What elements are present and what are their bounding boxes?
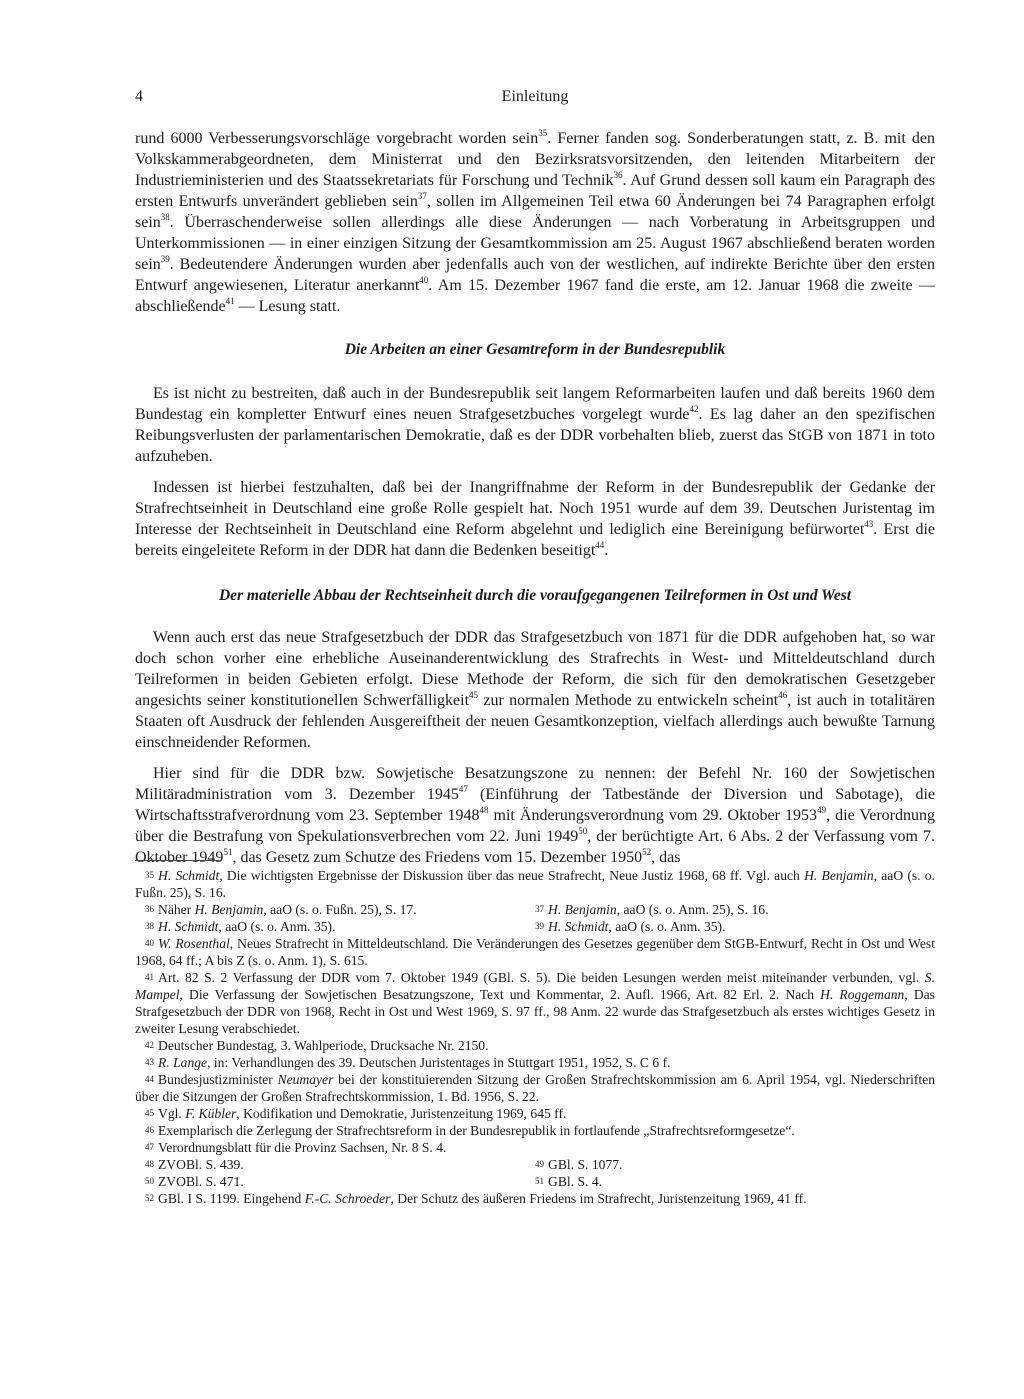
footnote-ref: 38	[160, 211, 170, 222]
author-name: W. Rosenthal	[158, 936, 230, 951]
footnote-46	[135, 1122, 935, 1139]
footnotes	[135, 867, 935, 1207]
footnote-43	[135, 1054, 935, 1071]
footnote-37	[535, 901, 935, 918]
footnote-number: 48	[145, 1159, 154, 1169]
footnote-number: 44	[145, 1074, 154, 1084]
footnote-ref: 41	[225, 295, 235, 306]
text-run: .	[604, 542, 609, 559]
text-run: , Die wichtigsten Ergebnisse der Diskussion über das neue Strafrecht, Neue Justiz 1968, 68 ff. Vgl. auch	[219, 868, 805, 883]
page-number: 4	[135, 88, 143, 105]
footnote-50	[135, 1173, 535, 1190]
text-run: — Lesung statt.	[234, 298, 341, 315]
text-run: , Der Schutz des äußeren Friedens im Strafrecht, Juristenzeitung 1969, 41 ff.	[390, 1191, 807, 1206]
footnote-number: 38	[145, 921, 154, 931]
footnote-ref: 48	[479, 804, 489, 815]
footnote-49	[535, 1156, 935, 1173]
text-run: Deutscher Bundestag, 3. Wahlperiode, Drucksache Nr. 2150.	[158, 1038, 489, 1053]
text-run: Vgl.	[158, 1106, 186, 1121]
text-run: . Erst die bereits eingeleitete Reform in der DDR hat dann die Bedenken beseitigt	[135, 521, 936, 559]
section-heading-1: Die Arbeiten an einer Gesamtreform in der Bundesrepublik	[344, 341, 726, 358]
text-run: , aaO (s. o. Anm. 25), S. 16.	[616, 902, 769, 917]
author-name: R. Lange	[158, 1055, 208, 1070]
footnote-ref: 44	[595, 539, 605, 550]
author-name: H. Benjamin	[548, 902, 617, 917]
text-run: (Einführung der Tatbestände der Diversion und Sabotage), die Wirtschaftsstrafverordnung vom 23. September 1948	[135, 786, 936, 824]
footnote-ref: 50	[578, 825, 588, 836]
footnote-41	[135, 969, 935, 1037]
text-run: . Ferner fanden sog. Sonderberatungen statt, z. B. mit den Volkskammerabgeordneten, dem Ministerrat und den Bezirksratsvorsitzenden, den leitenden Mitarbeitern der Industrieministerien und des Staatssekretariats für Forschung und Technik	[135, 130, 936, 189]
footnote-ref: 51	[223, 846, 233, 857]
footnote-number: 51	[535, 1176, 544, 1186]
text-run: . Es lag daher an den spezifischen Reibungsverlusten der parlamentarischen Demokratie, daß es der DDR vorbehalten blieb, zuerst das StGB von 1871 in toto aufzuheben.	[135, 406, 935, 465]
footnote-51	[535, 1173, 935, 1190]
paragraph-5	[135, 763, 935, 868]
text-run: Es ist nicht zu bestreiten, daß auch in der Bundesrepublik seit langem Reformarbeiten laufen und daß bereits 1960 dem Bundestag ein kompletter Entwurf eines neuen Strafgesetzbuches vorgelegt wurde	[135, 385, 935, 423]
text-run: , ist auch in totalitären Staaten oft Ausdruck der fehlenden Ausgereiftheit der neuen Gesamtkonzeption, vielfach allerdings auch bewußte Tarnung einschneidender Reformen.	[135, 692, 936, 751]
text-run: Art. 82 S. 2 Verfassung der DDR vom 7. Oktober 1949 (GBl. S. 5). Die beiden Lesungen werden meist miteinander verbunden, vgl.	[158, 970, 925, 985]
footnote-ref: 52	[642, 846, 652, 857]
text-run: ZVOBl. S. 471.	[158, 1174, 244, 1189]
footnote-row-38-39	[135, 918, 935, 935]
footnote-ref: 43	[864, 518, 874, 529]
footnote-number: 36	[145, 904, 154, 914]
footnote-ref: 46	[778, 689, 788, 700]
text-run: , das Gesetz zum Schutze des Friedens vom 15. Dezember 1950	[232, 849, 643, 866]
footnote-number: 46	[145, 1125, 154, 1135]
author-name: H. Schmidt	[548, 919, 609, 934]
text-run: . Bedeutendere Änderungen wurden aber jedenfalls auch von der westlichen, auf indirekte Berichte über den ersten Entwurf angewiesenen, Literatur anerkannt	[135, 256, 935, 294]
text-run: , der berüchtigte Art. 6 Abs. 2 der Verfassung vom 7. Oktober 1949	[135, 828, 936, 866]
footnote-40	[135, 935, 935, 969]
text-run: , aaO (s. o. Anm. 35).	[608, 919, 726, 934]
text-run: , das	[651, 849, 681, 866]
footnote-number: 52	[145, 1193, 154, 1203]
author-name: H. Roggemann	[820, 987, 905, 1002]
author-name: Neumayer	[277, 1072, 334, 1087]
footnote-number: 42	[145, 1040, 154, 1050]
text-run: rund 6000 Verbesserungsvorschläge vorgebracht worden sein	[135, 130, 539, 147]
footnote-ref: 45	[469, 689, 479, 700]
footnote-ref: 36	[613, 169, 623, 180]
text-run: , Kodifikation und Demokratie, Juristenzeitung 1969, 645 ff.	[236, 1106, 567, 1121]
text-run: . Am 15. Dezember 1967 fand die erste, am 12. Januar 1968 die zweite — abschließende	[135, 277, 935, 315]
footnote-47	[135, 1139, 935, 1156]
text-run: zur normalen Methode zu entwickeln scheint	[478, 692, 779, 709]
text-run: mit Änderungsverordnung vom 29. Oktober 1953	[488, 807, 818, 824]
text-run: , in: Verhandlungen des 39. Deutschen Juristentages in Stuttgart 1951, 1952, S. C 6 f.	[207, 1055, 671, 1070]
author-name: H. Schmidt	[158, 919, 219, 934]
footnote-number: 45	[145, 1108, 154, 1118]
text-run: GBl. I S. 1199. Eingehend	[158, 1191, 305, 1206]
text-run: , sollen im Allgemeinen Teil etwa 60 Änderungen bei 74 Paragraphen erfolgt sein	[135, 193, 935, 231]
footnote-row-36-37	[135, 901, 935, 918]
text-run: Näher	[158, 902, 195, 917]
footnote-ref: 35	[538, 127, 548, 138]
running-title: Einleitung	[501, 88, 569, 105]
text-run: , Die Verfassung der Sowjetischen Besatzungszone, Text und Kommentar, 2. Aufl. 1966, Art. 82 Erl. 2. Nach	[179, 987, 821, 1002]
text-run: , aaO (s. o. Fußn. 25), S. 16.	[135, 868, 935, 900]
paragraph-1	[135, 128, 935, 317]
author-name: F. Kübler	[185, 1106, 237, 1121]
text-run: GBl. S. 1077.	[548, 1157, 623, 1172]
text-run: , aaO (s. o. Fußn. 25), S. 17.	[263, 902, 417, 917]
footnote-45	[135, 1105, 935, 1122]
footnote-42	[135, 1037, 935, 1054]
text-run: , Das Strafgesetzbuch der DDR von 1968, Recht in Ost und West 1969, S. 97 ff., 98 Anm. 22 wurde das Strafgesetzbuch als erstes wichtiges Gesetz in zweiter Lesung verabschiedet.	[135, 987, 935, 1036]
text-run: , aaO (s. o. Anm. 35).	[218, 919, 336, 934]
author-name: F.-C. Schroeder	[304, 1191, 391, 1206]
paragraph-3	[135, 477, 935, 561]
page-header	[135, 88, 935, 112]
author-name: H. Benjamin	[804, 868, 874, 883]
text-run: bei der konstituierenden Sitzung der Großen Strafrechtskommission am 6. April 1954, vgl. Niederschriften über die Sitzungen der Großen Strafrechtskommission, 1. Bd. 1956, S. 22.	[135, 1072, 936, 1104]
footnote-ref: 42	[689, 403, 699, 414]
footnote-35	[135, 867, 935, 901]
footnote-48	[135, 1156, 535, 1173]
author-name: H. Benjamin	[194, 902, 264, 917]
footnote-divider	[135, 860, 221, 861]
section-heading-2: Der materielle Abbau der Rechtseinheit durch die voraufgegangenen Teilreformen in Ost und West	[218, 587, 852, 604]
footnote-number: 40	[145, 938, 154, 948]
footnote-number: 37	[535, 904, 544, 914]
footnote-number: 35	[145, 870, 154, 880]
footnote-44	[135, 1071, 935, 1105]
author-name: S. Mampel	[135, 970, 935, 1002]
text-run: Verordnungsblatt für die Provinz Sachsen, Nr. 8 S. 4.	[158, 1140, 447, 1155]
footnote-row-50-51	[135, 1173, 935, 1190]
text-run: Exemplarisch die Zerlegung der Strafrechtsreform in der Bundesrepublik in fortlaufende „Strafrechtsreformgesetze“.	[158, 1123, 795, 1138]
footnote-39	[535, 918, 935, 935]
text-run: ZVOBl. S. 439.	[158, 1157, 244, 1172]
footnote-ref: 49	[817, 804, 827, 815]
text-run: Indessen ist hierbei festzuhalten, daß bei der Inangriffnahme der Reform in der Bundesrepublik der Gedanke der Strafrechtseinheit in Deutschland eine große Rolle gespielt hat. Noch 1951 wurde auf dem 39. Deutschen Juristentag im Interesse der Rechtseinheit in Deutschland eine Reform abgelehnt und lediglich eine Bereinigung befürwortet	[135, 479, 935, 538]
footnote-number: 49	[535, 1159, 544, 1169]
text-run: . Auf Grund dessen soll kaum ein Paragraph des ersten Entwurfs unverändert geblieben sein	[135, 172, 936, 210]
footnote-38	[135, 918, 535, 935]
text-run: GBl. S. 4.	[548, 1174, 603, 1189]
main-text	[135, 128, 935, 868]
footnote-number: 43	[145, 1057, 154, 1067]
footnote-52	[135, 1190, 935, 1207]
footnote-ref: 47	[458, 783, 468, 794]
footnote-number: 50	[145, 1176, 154, 1186]
footnote-ref: 40	[419, 274, 429, 285]
text-run: Wenn auch erst das neue Strafgesetzbuch der DDR das Strafgesetzbuch von 1871 für die DDR aufgehoben hat, so war doch schon vorher eine erhebliche Auseinanderentwicklung des Strafrechts in West- und Mitteldeutschland durch Teilreformen in beiden Gebieten erfolgt. Diese Methode der Reform, die sich für den demokratischen Gesetzgeber angesichts seiner konstitutionellen Schwerfälligkeit	[135, 629, 935, 709]
text-run: , die Verordnung über die Bestrafung von Spekulationsverbrechen vom 22. Juni 1949	[135, 807, 935, 845]
footnote-ref: 37	[417, 190, 427, 201]
footnote-ref: 39	[160, 253, 170, 264]
footnote-number: 41	[145, 972, 154, 982]
author-name: H. Schmidt	[158, 868, 220, 883]
footnote-number: 39	[535, 921, 544, 931]
footnote-number: 47	[145, 1142, 154, 1152]
text-run: . Überraschenderweise sollen allerdings alle diese Änderungen — nach Vorberatung in Arbeitsgruppen und Unterkommissionen — in einer einzigen Sitzung der Gesamtkommission am 25. August 1967 abschließend beraten worden sein	[135, 214, 935, 273]
text-run: Hier sind für die DDR bzw. Sowjetische Besatzungszone zu nennen: der Befehl Nr. 160 der Sowjetischen Militäradministration vom 3. Dezember 1945	[135, 765, 935, 803]
paragraph-2	[135, 383, 935, 467]
footnote-row-48-49	[135, 1156, 935, 1173]
footnote-36	[135, 901, 535, 918]
text-run: Bundesjustizminister	[158, 1072, 278, 1087]
text-run: , Neues Strafrecht in Mitteldeutschland. Die Veränderungen des Gesetzes gegenüber dem StGB-Entwurf, Recht in Ost und West 1968, 64 ff.; A bis Z (s. o. Anm. 1), S. 615.	[135, 936, 935, 968]
paragraph-4	[135, 627, 935, 753]
